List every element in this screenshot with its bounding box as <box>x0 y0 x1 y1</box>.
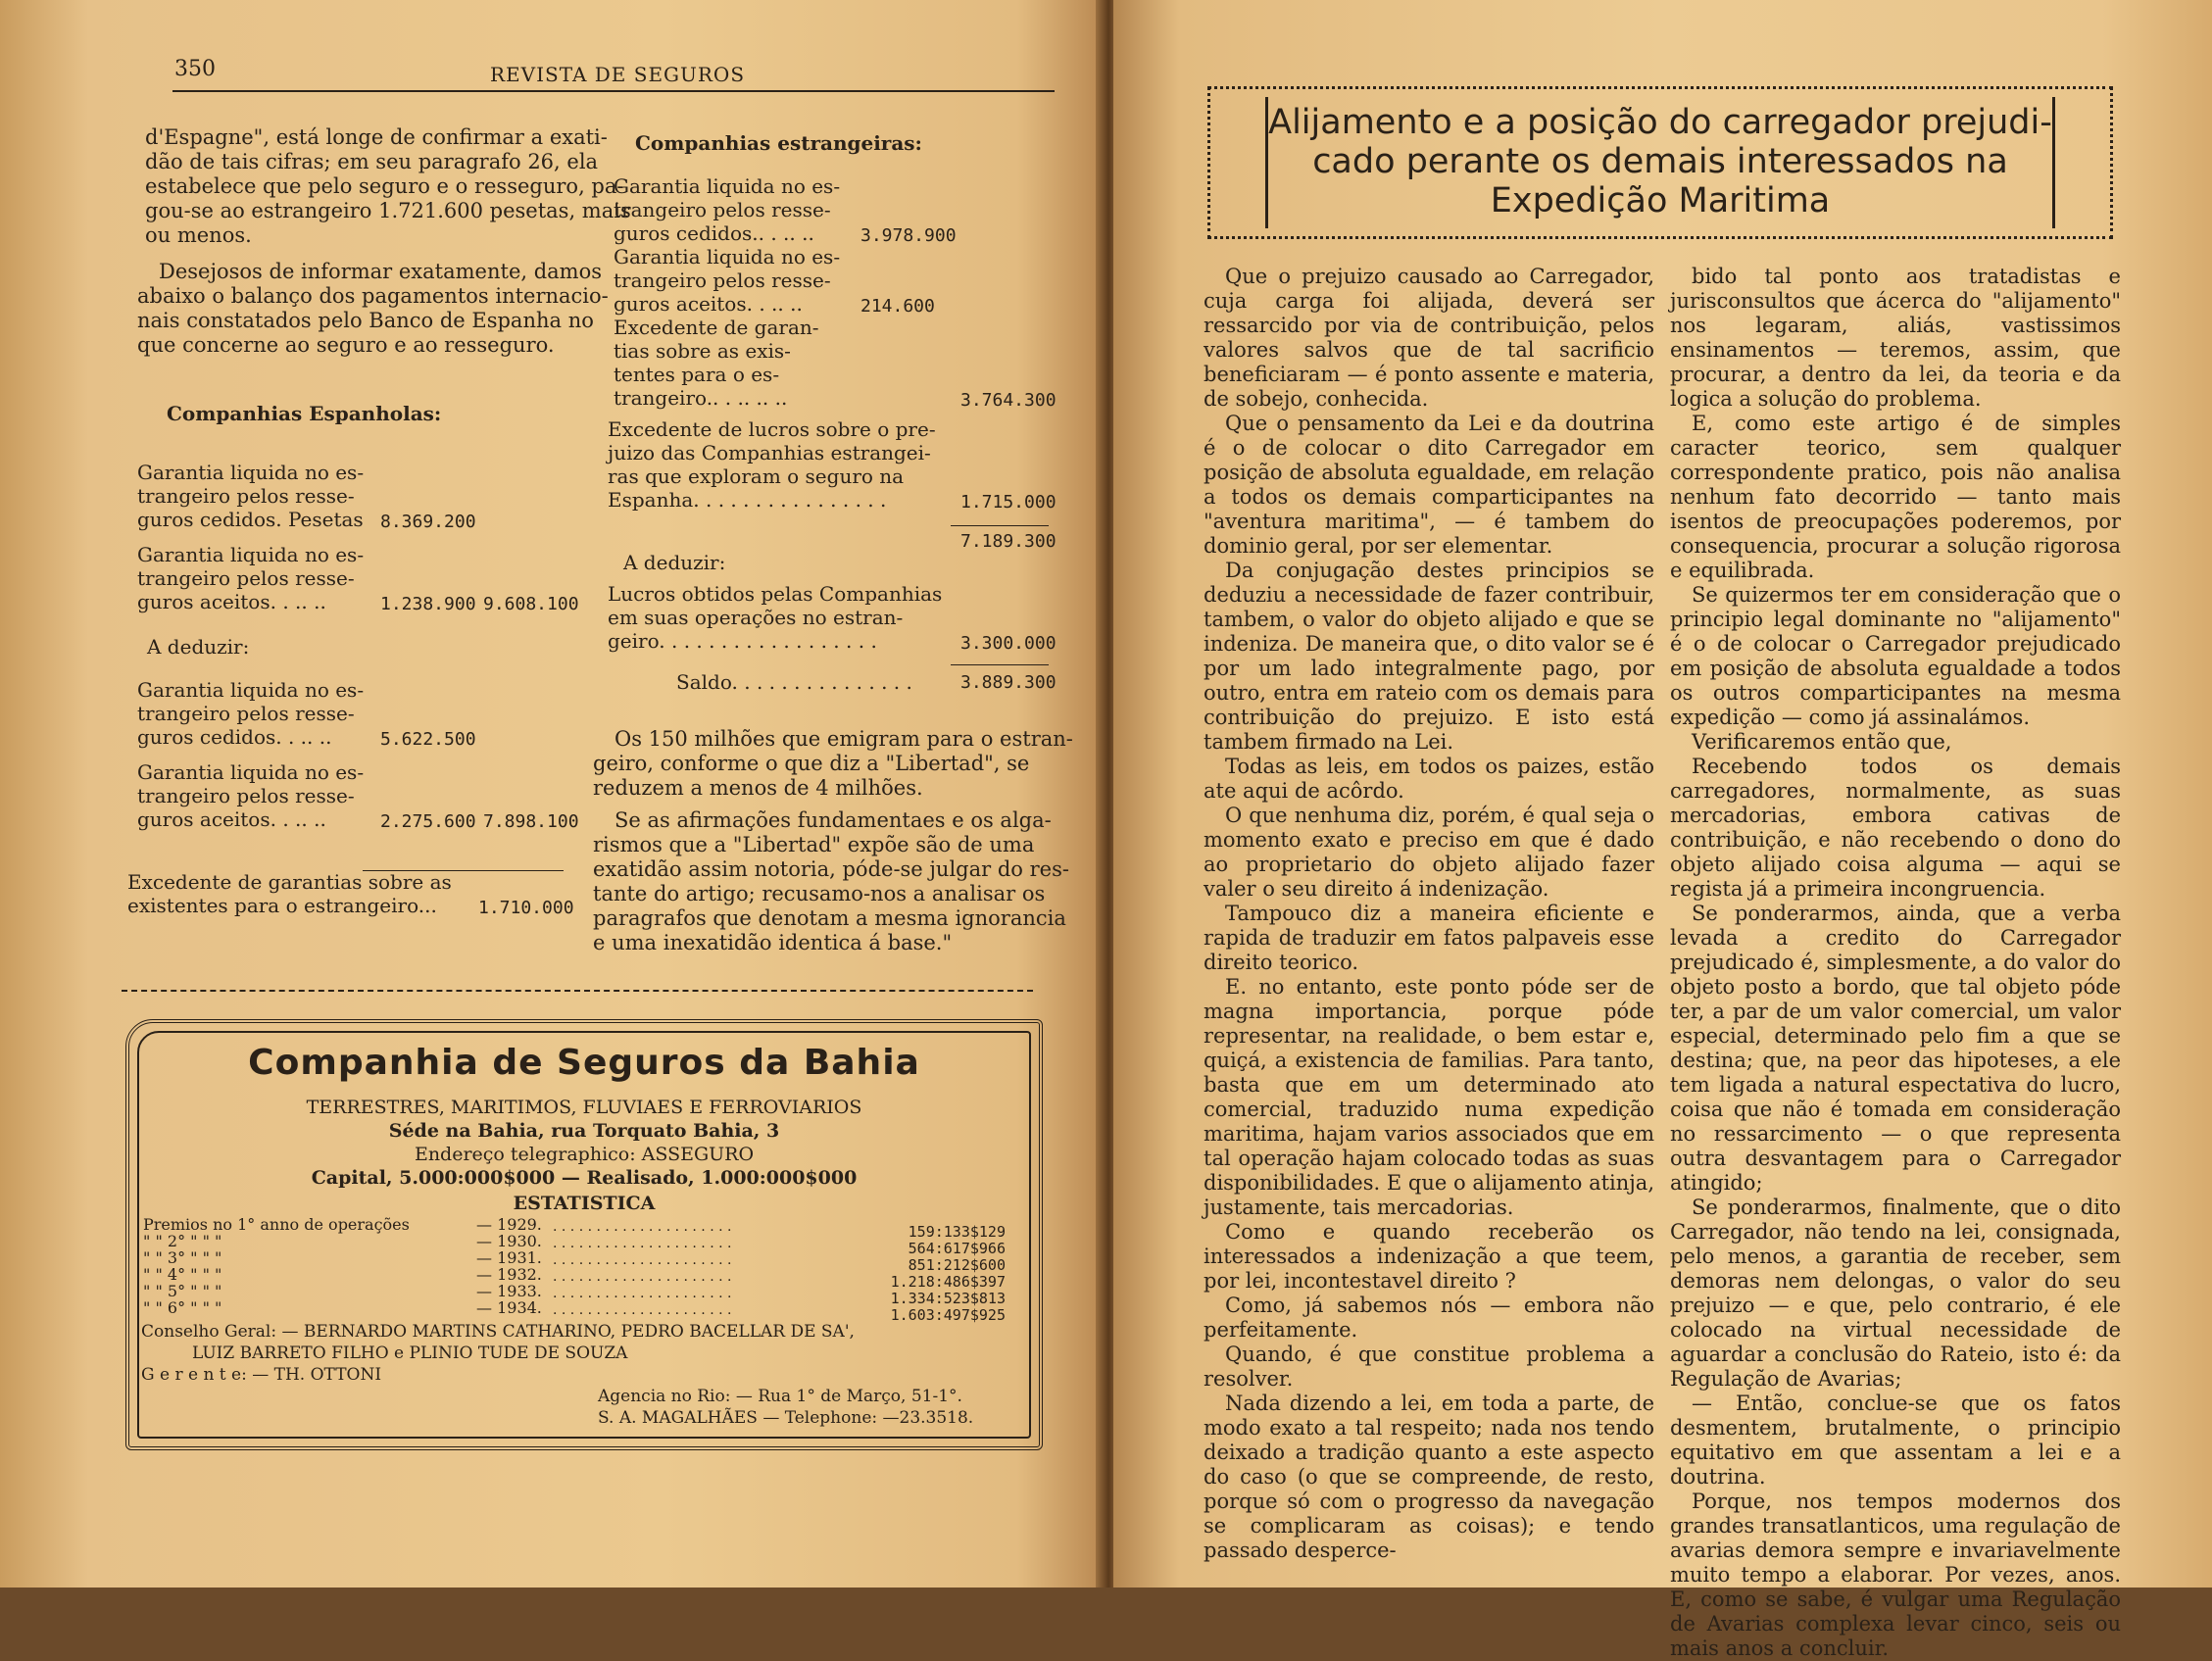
left-page <box>0 0 1106 1588</box>
article-paragraph: Se quizermos ter em consideração que o principio legal dominante no "alijamento" é o de colocar o Carregador prejudicado em posição de absoluta egualdade a todos os outros comparticipantes na mesma expedição — como já assinalámos. <box>1670 583 2121 729</box>
row-label: guros cedidos. . .. .. <box>137 725 332 749</box>
running-head: REVISTA DE SEGUROS <box>490 63 746 86</box>
foreign-heading: Companhias estrangeiras: <box>635 131 922 155</box>
article-paragraph: Que o prejuizo causado ao Carregador, cuja carga foi alijada, deverá ser ressarcido por via de contribuição, pelos valores salvos que de tal sacrificio beneficiaram — é ponto assente e materia, de sobejo, conhecida. <box>1204 265 1654 411</box>
stat-year: — 1929. <box>476 1215 542 1234</box>
article-paragraph: E, como este artigo é de simples caracter teorico, sem qualquer correspondente pratico, pois não analisa nenhum fato decorrido — tanto mais isentos de preocupações poderemos, por consequencia, procurar a solução rigorosa e equilibrada. <box>1670 412 2121 582</box>
article-paragraph: bido tal ponto aos tratadistas e jurisconsultos que ácerca do "alijamento" nos legaram, aliás, vastissimos ensinamentos — teremos, assim, que procurar, a dentro da lei, da teoria e da logica a solução do problema. <box>1670 265 2121 411</box>
article-paragraph: Porque, nos tempos modernos dos grandes transatlanticos, uma regulação de avarias demora sempre e invariavelmente muito tempo a elaborar. Por vezes, anos. E, como se sabe, é vulgar uma Regulação de Avarias complexa levar cinco, seis ou mais anos a concluir. <box>1670 1490 2121 1660</box>
header-rule <box>172 90 1055 92</box>
value-1: 2.275.600 <box>380 811 476 832</box>
row-label: guros cedidos.. . .. .. <box>614 221 814 245</box>
row-label: guros aceitos. . .. .. <box>614 292 803 316</box>
bahia-insurance-ad <box>125 1019 1043 1450</box>
stat-year: — 1933. <box>476 1282 542 1300</box>
row-label: Garantia liquida no es- <box>614 174 841 198</box>
para-line: nais constatados pelo Banco de Espanha no <box>137 309 594 332</box>
ad-title: Companhia de Seguros da Bahia <box>248 1043 920 1083</box>
closing-line: reduzem a menos de 4 milhões. <box>593 776 923 800</box>
stat-value: 1.334:523$813 <box>890 1290 1006 1307</box>
intro-line: gou-se ao estrangeiro 1.721.600 pesetas, mais <box>145 199 631 222</box>
article-title-line-2: cado perante os demais interessados na <box>1312 142 2008 181</box>
row-label: Garantia liquida no es- <box>137 461 365 484</box>
value-1: 214.600 <box>860 296 935 317</box>
stat-value: 851:212$600 <box>908 1256 1006 1274</box>
article-paragraph: Nada dizendo a lei, em toda a parte, de modo exato a tal respeito; nada nos tendo deixado a tradição quanto a este aspecto do caso (o que se compreende, de resto, porque só com o progresso da navegação se complicaram as coisas); e tendo passado desperce- <box>1204 1392 1654 1562</box>
intro-line: ou menos. <box>145 223 252 247</box>
closing-line: paragrafos que denotam a mesma ignorancia <box>593 906 1066 930</box>
value-1: 1.238.900 <box>380 594 476 614</box>
stat-value: 564:617$966 <box>908 1240 1006 1257</box>
article-title-line-3: Expedição Maritima <box>1490 181 1831 220</box>
article-col2 <box>1670 265 2121 1661</box>
intro-line: d'Espagne", está longe de confirmar a exati- <box>145 125 608 149</box>
article-paragraph: O que nenhuma diz, porém, é qual seja o momento exato e preciso em que é dado ao proprietario do objeto alijado fazer valer o seu direito á indenização. <box>1204 804 1654 901</box>
spanish-table <box>127 461 578 951</box>
lucros-obtidos-label: Lucros obtidos pelas Companhias <box>608 582 943 606</box>
article-paragraph: Verificaremos então que, <box>1692 730 1952 754</box>
article-paragraph: Como e quando receberão os interessados a indenização a que teem, por lei, incontestavel direito ? <box>1204 1220 1654 1293</box>
row-label: trangeiro pelos resse- <box>137 784 355 807</box>
stat-value: 1.603:497$925 <box>890 1306 1006 1324</box>
page-number: 350 <box>174 57 216 81</box>
stat-label: " " 3° " " " <box>143 1248 222 1267</box>
stat-leader: . . . . . . . . . . . . . . . . . . . . . <box>553 1269 732 1285</box>
stat-label: " " 2° " " " <box>143 1232 222 1250</box>
right-page <box>1113 0 2212 1660</box>
article-paragraph: Se ponderarmos, finalmente, que o dito Carregador, não tendo na lei, consignada, pelo menos, a garantia de receber, sem demoras nem delongas, o valor do seu prejuizo — e que, pelo contrario, é ele colocado na virtual necessidade de aguardar a conclusão do Rateio, isto é: da Regulação de Avarias; <box>1670 1196 2121 1391</box>
closing-line: rismos que a "Libertad" expõe são de uma <box>593 833 1035 856</box>
row-label: Garantia liquida no es- <box>614 245 841 269</box>
saldo-value: 3.889.300 <box>960 672 1057 693</box>
article-paragraph: Como, já sabemos nós — embora não perfeitamente. <box>1204 1294 1654 1342</box>
row-label: trangeiro pelos resse- <box>614 269 831 292</box>
intro-line: estabelece que pelo seguro e o resseguro, pa- <box>145 174 624 198</box>
row-label: guros cedidos. Pesetas <box>137 508 364 531</box>
row-label: tentes para o es- <box>614 363 780 386</box>
ad-conselho1: Conselho Geral: — BERNARDO MARTINS CATHARINO, PEDRO BACELLAR DE SA', <box>141 1322 855 1342</box>
stat-year: — 1932. <box>476 1265 542 1284</box>
stat-year: — 1931. <box>476 1248 542 1267</box>
stat-leader: . . . . . . . . . . . . . . . . . . . . . <box>553 1236 732 1251</box>
lucros-obtidos-label: geiro. . . . . . . . . . . . . . . . . . <box>608 629 877 653</box>
excedente-label: Excedente de garantias sobre as <box>127 870 452 894</box>
row-label: Garantia liquida no es- <box>137 543 365 566</box>
row-label: trangeiro pelos resse- <box>137 484 355 508</box>
excedente-label: existentes para o estrangeiro... <box>127 894 437 917</box>
lucros-obtidos-label: em suas operações no estran- <box>608 606 904 629</box>
closing-line: e uma inexatidão identica á base." <box>593 931 953 954</box>
article-paragraph: Da conjugação destes principios se deduziu a necessidade de fazer contribuir, tambem, o valor do objeto alijado e que se indeniza. De maneira que, o dito valor se é por um lado integralmente pago, por outro, entra em rateio com os demais para contribuição do prejuizo. E isto está tambem firmado na Lei. <box>1204 559 1654 754</box>
stat-value: 159:133$129 <box>908 1223 1006 1241</box>
closing-line: tante do artigo; recusamo-nos a analisar os <box>593 882 1046 905</box>
row-label: trangeiro.. . .. .. .. <box>614 386 788 410</box>
lucros-label: ras que exploram o seguro na <box>608 464 905 488</box>
spacer <box>593 801 1039 808</box>
stat-label: " " 6° " " " <box>143 1298 222 1317</box>
stat-leader: . . . . . . . . . . . . . . . . . . . . . <box>553 1252 732 1268</box>
stat-leader: . . . . . . . . . . . . . . . . . . . . . <box>553 1302 732 1318</box>
stat-leader: . . . . . . . . . . . . . . . . . . . . . <box>553 1219 732 1235</box>
row-label: Garantia liquida no es- <box>137 760 365 784</box>
excedente-value: 1.710.000 <box>478 898 574 918</box>
article-paragraph: E. no entanto, este ponto póde ser de magna importancia, porque póde representar, na realidade, o bem estar e, quiçá, a existencia de familias. Para tanto, basta que em um determinado ato comercial, traduzido numa expedição maritima, hajam varios associados que em tal operação hajam colocado todas as suas disponibilidades. E que o alijamento atinja, justamente, tais mercadorias. <box>1204 975 1654 1219</box>
value-1: 3.978.900 <box>860 225 957 246</box>
article-paragraph: — Então, conclue-se que os fatos desmentem, brutalmente, o principio equitativo em que assentam a lei e a doutrina. <box>1670 1392 2121 1489</box>
saldo-rule <box>951 664 1049 665</box>
ad-line2: Séde na Bahia, rua Torquato Bahia, 3 <box>388 1120 780 1142</box>
article-paragraph: Quando, é que constitue problema a resolver. <box>1204 1343 1654 1391</box>
value-2: 7.898.100 <box>483 811 579 832</box>
row-label: Garantia liquida no es- <box>137 678 365 702</box>
ad-agencia: Agencia no Rio: — Rua 1° de Março, 51-1°. <box>598 1387 962 1406</box>
ad-stats-heading: ESTATISTICA <box>513 1193 656 1214</box>
row-label: tias sobre as exis- <box>614 339 791 363</box>
ad-conselho2: LUIZ BARRETO FILHO e PLINIO TUDE DE SOUZA <box>192 1343 628 1363</box>
section-divider <box>122 990 1033 992</box>
article-paragraph: Que o pensamento da Lei e da doutrina é o de colocar o dito Carregador em posição de absoluta egualdade, em relação a todos os demais comparticipantes na "aventura maritima", — é tambem do dominio geral, por ser elementar. <box>1204 412 1654 558</box>
col2-closing <box>593 727 1073 955</box>
para-line: Desejosos de informar exatamente, damos <box>159 260 603 283</box>
lucros-label: Espanha. . . . . . . . . . . . . . . . <box>608 488 887 512</box>
stat-year: — 1930. <box>476 1232 542 1250</box>
stat-year: — 1934. <box>476 1298 542 1317</box>
lucros-value: 1.715.000 <box>960 492 1057 513</box>
article-title-box <box>1207 86 2113 239</box>
spanish-heading: Companhias Espanholas: <box>167 402 442 425</box>
stat-leader: . . . . . . . . . . . . . . . . . . . . . <box>553 1286 732 1301</box>
stat-value: 1.218:486$397 <box>890 1273 1006 1291</box>
subtotal: 7.189.300 <box>960 531 1057 552</box>
excedente-rule <box>363 870 564 871</box>
article-col1 <box>1204 265 1654 1563</box>
col1-intro <box>145 125 631 248</box>
value-1: 8.369.200 <box>380 512 476 532</box>
lucros-label: juizo das Companhias estrangei- <box>608 441 931 464</box>
article-paragraph: Todas as leis, em todos os paizes, estão ate aqui de acôrdo. <box>1204 755 1654 803</box>
ad-gerente: G e r e n t e: — TH. OTTONI <box>141 1365 382 1385</box>
col1-para2 <box>137 260 609 358</box>
article-title-line-1: Alijamento e a posição do carregador prejudi- <box>1268 103 2052 142</box>
para-line: que concerne ao seguro e ao resseguro. <box>137 333 555 357</box>
deduct-label-2: A deduzir: <box>623 551 726 574</box>
closing-line: Os 150 milhões que emigram para o estran- <box>614 727 1073 751</box>
lucros-obtidos-value: 3.300.000 <box>960 633 1057 654</box>
saldo-label: Saldo. . . . . . . . . . . . . . . <box>676 670 912 694</box>
deduct-label: A deduzir: <box>147 635 250 659</box>
stat-label: " " 4° " " " <box>143 1265 222 1284</box>
row-label: guros aceitos. . .. .. <box>137 807 326 831</box>
closing-line: geiro, conforme o que diz a "Libertad", se <box>593 752 1030 775</box>
value-2: 9.608.100 <box>483 594 579 614</box>
article-paragraph: Tampouco diz a maneira eficiente e rapida de traduzir em fatos palpaveis esse direito teorico. <box>1204 902 1654 974</box>
para-line: abaixo o balanço dos pagamentos internacio- <box>137 284 609 308</box>
ad-agent: S. A. MAGALHÃES — Telephone: —23.3518. <box>598 1408 974 1428</box>
stat-label: " " 5° " " " <box>143 1282 222 1300</box>
ad-line4: Capital, 5.000:000$000 — Realisado, 1.000:000$000 <box>311 1167 858 1189</box>
lucros-label: Excedente de lucros sobre o pre- <box>608 417 936 441</box>
ad-line1: TERRESTRES, MARITIMOS, FLUVIAES E FERROVIARIOS <box>306 1097 862 1118</box>
row-label: guros aceitos. . .. .. <box>137 590 326 613</box>
value-1: 5.622.500 <box>380 729 476 750</box>
stat-label: Premios no 1° anno de operações <box>143 1215 410 1234</box>
closing-line: exatidão assim notoria, póde-se julgar do res- <box>593 857 1069 881</box>
value-2: 3.764.300 <box>960 390 1057 411</box>
row-label: trangeiro pelos resse- <box>614 198 831 221</box>
subtotal-rule <box>951 525 1049 526</box>
row-label: trangeiro pelos resse- <box>137 566 355 590</box>
row-label: Excedente de garan- <box>614 316 819 339</box>
intro-line: dão de tais cifras; em seu paragrafo 26, ela <box>145 150 599 173</box>
article-paragraph: Se ponderarmos, ainda, que a verba levada a credito do Carregador prejudicado é, simplesmente, a do valor do objeto posto a bordo, que tal objeto póde ter, a par de um valor comercial, um valor especial, determinado pelo fim a que se destina; que, na peor das hipoteses, a ele tem ligada a natural espectativa do lucro, coisa que não é tomada em consideração no ressarcimento — o que representa outra desvantagem para o Carregador atingido; <box>1670 902 2121 1195</box>
ad-line3: Endereço telegraphico: ASSEGURO <box>414 1144 755 1165</box>
article-paragraph: Recebendo todos os demais carregadores, normalmente, as suas mercadorias, embora cativas de contribuição, e não recebendo o dono do objeto alijado coisa alguma — aqui se regista já a primeira incongruencia. <box>1670 755 2121 901</box>
row-label: trangeiro pelos resse- <box>137 702 355 725</box>
closing-line: Se as afirmações fundamentaes e os alga- <box>614 808 1052 832</box>
